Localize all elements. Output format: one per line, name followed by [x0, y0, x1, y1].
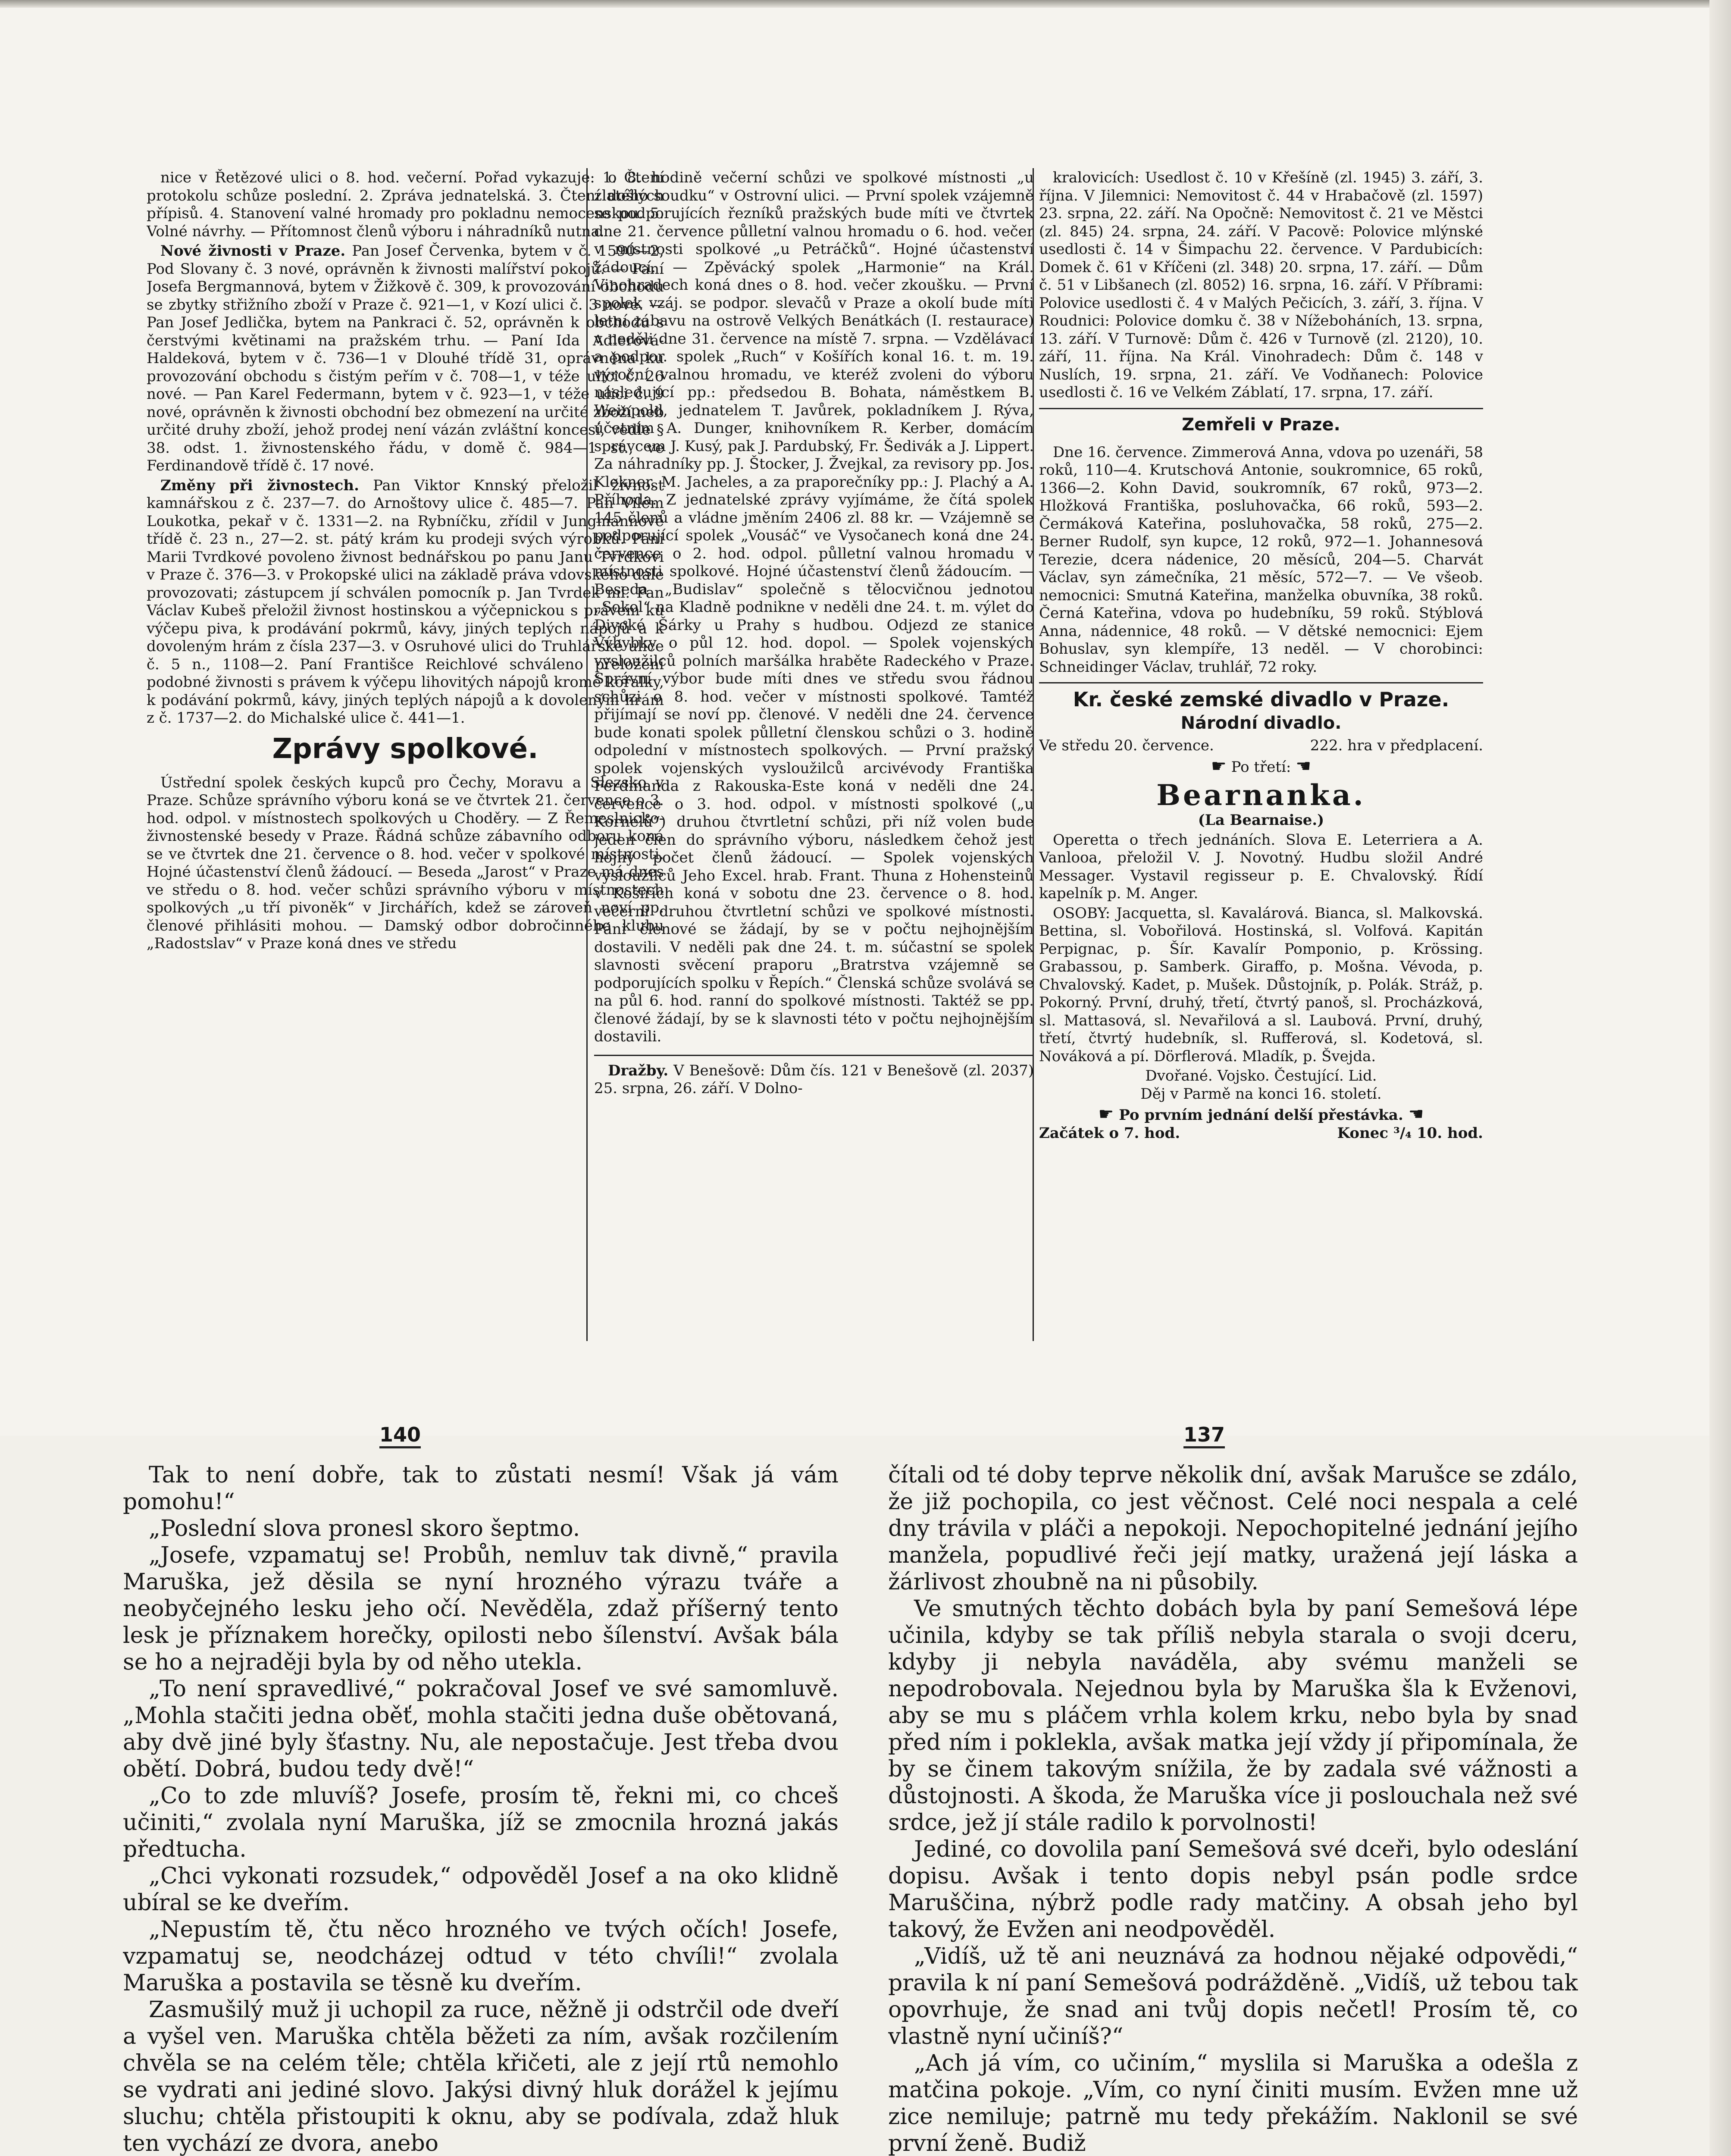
- pointing-hand-right-icon: ☛: [1098, 1104, 1114, 1124]
- theatre-title: Kr. české zemské divadlo v Praze.: [1073, 688, 1449, 711]
- novel-paragraph: „To není spravedlivé,“ pokračoval Josef ve své samomluvě. „Mohla stačiti jedna oběť, mohla stačiti jedna duše obětovaná, aby dvě jiné byly šťastny. Nu, ale nepostačuje. Jest třeba dvou obětí. Dobrá, budou tedy dvě!“: [123, 1676, 839, 1782]
- novel-paragraph: „Vidíš, už tě ani neuznává za hodnou nějaké odpovědi,“ pravila k ní paní Semešová podrážděně. „Vidíš, už tebou tak opovrhuje, že snad ani tvůj dopis nečetl! Prosím tě, co vlastně nyní učiníš?“: [888, 1943, 1578, 2049]
- novel-paragraph: „Nepustím tě, čtu něco hrozného ve tvých očích! Josefe, vzpamatuj se, neodcházej odtud v této chvíli!“ zvolala Maruška a postavila se těsně ku dveřím.: [123, 1917, 839, 1996]
- theatre-date: Ve středu 20. července.: [1039, 737, 1214, 754]
- theatre-subscription: 222. hra v předplacení.: [1310, 737, 1483, 754]
- auctions-text: V Benešově: Dům čís. 121 v Benešově (zl. 2037) 25. srpna, 26. září. V Dolno-: [594, 1062, 1034, 1097]
- society-news-continued: o 8. hodině večerní schůzi ve spolkové místnosti „u zlatého soudku“ v Ostrovní ulici. — První spolek vzájemně se podporujících řezníků pražských bude míti ve čtvrtek dne 21. července půlletní valnou hromadu o 6. hod. večer v místnosti spolkové „u Petráčků“. Hojné účastenství žádoucí. — Zpěvácký spolek „Harmonie“ na Král. Vinohradech koná dnes o 8. hod. večer zkoušku. — První spolek vzáj. se podpor. slevačů v Praze a okolí bude míti letní zábavu na ostrově Velkých Benátkách (I. restaurace) v neděli dne 31. července na místě 7. srpna. — Vzdělávací a podpor. spolek „Ruch“ v Košířích konal 16. t. m. 19. výroční valnou hromadu, ve kteréž zvoleni do výboru následující pp.: předsedou B. Bohata, náměstkem B. Weinpold, jednatelem T. Javůrek, pokladníkem J. Rýva, účetním A. Dunger, knihovníkem R. Kerber, domácím správcem J. Kusý, pak J. Pardubský, Fr. Šedivák a J. Lippert. Za náhradníky pp. J. Štocker, J. Žvejkal, za revisory pp. Jos. Klekner, M. Jacheles, a za praporečníky pp.: J. Plachý a A. Příhoda. Z jednatelské zprávy vyjímáme, že čítá spolek 145 členů a vládne jměním 2406 zl. 88 kr. — Vzájemně se podporující spolek „Vousáč“ ve Vysočanech koná dne 24. července o 2. hod. odpol. půlletní valnou hromadu v místnosti spolkové. Hojné účastenství členů žádoucím. — Beseda „Budislav“ společně s tělocvičnou jednotou „Sokol“ na Kladně podnikne v neděli dne 24. t. m. výlet do Divoké Šárky u Prahy s hudbou. Odjezd ze stanice Výhybky o půl 12. hod. dopol. — Spolek vojenských vysloužilců polních maršálka hraběte Radeckého v Praze. Správní výbor bude míti dnes ve středu svou řádnou schůzi o 8. hod. večer v místnosti spolkové. Tamtéž přijímají se noví pp. členové. V neděli dne 24. července bude konati spolek půlletní členskou schůzi o 3. hodině odpolední v místnostech spolkových. — První pražský spolek vojenských vysloužilců arcivévody Františka Ferdinanda z Rakouska-Este koná v neděli dne 24. července o 3. hod. odpol. v místnosti spolkové („u Kornelů“) druhou čtvrtletní schůzi, při níž volen bude jeden člen do správního výboru, následkem čehož jest hojný počet členů žádoucí. — Spolek vojenských vysloužilců Jeho Excel. hrab. Frant. Thuna z Hohensteinů v Košířích koná v sobotu dne 23. července o 8. hod. večerní druhou čtvrtletní schůzi ve spolkové místnosti. Páni členové se žádají, by se v počtu nejhojnějším dostavili. V neděli pak dne 24. t. m. súčastní se spolek slavnosti svěcení praporu „Bratrstva vzájemně se podporujících spolku v Řepích.“ Členská schůze svolává se na půl 6. hod. ranní do spolkové místnosti. Taktéž se pp. členové žádají, by se k slavnosti této v počtu nejhojnějším dostavili.: [594, 169, 1034, 1045]
- play-title: Bearnanka.: [1156, 778, 1366, 812]
- play-cast: OSOBY: Jacquetta, sl. Kavalárová. Bianca, sl. Malkovská. Bettina, sl. Vobořilová. Hostinská, sl. Volfová. Kapitán Perpignac, p. Šír. Kavalír Pomponio, p. Krössing. Grabassou, p. Samberk. Giraffo, p. Mošna. Vévoda, p. Chvalovský. Kadet, p. Mušek. Důstojník, p. Polák. Stráž, p. Pokorný. První, druhý, třetí, čtvrtý panoš, sl. Procházková, sl. Mattasová, sl. Nevařilová a sl. Laubová. První, druhý, třetí, čtvrtý hudebník, sl. Rufferová, sl. Kodetová, sl. Nováková a pí. Dörflerová. Mladík, p. Švejda.: [1039, 904, 1483, 1065]
- new-trades-text: Pan Josef Červenka, bytem v č. 1590—2, Pod Slovany č. 3 nové, oprávněn k živnosti malířství pokojů. — Paní Josefa Bergmannová, bytem v Žižkově č. 309, k provozování obchodu se zbytky střižního zboží v Praze č. 921—1, v Kozí ulici č. 3 nové. — Pan Josef Jedlička, bytem na Pankraci č. 52, oprávněn k obchodu s čerstvými květinami na pražském trhu. — Paní Ida Adlerová-Haldeková, bytem v č. 736—1 v Dlouhé třídě 31, oprávněna ku provozování obchodu s čistým peřím v č. 708—1, v téže ulici č. 26 nové. — Pan Karel Federmann, bytem v č. 923—1, v téže ulici č. 9 nové, oprávněn k živnosti obchodní bez obmezení na určité zboží neb určité druhy zboží, jehož prodej není vázán zvláštní koncesí, vedle § 38. odst. 1. živnostenského řádu, v domě č. 984—1 st., ve Ferdinandově třídě č. 17 nové.: [147, 242, 664, 474]
- deaths-text: Dne 16. července. Zimmerová Anna, vdova po uzenáři, 58 roků, 110—4. Krutschová Antonie, soukromnice, 65 roků, 1366—2. Kohn David, soukromník, 67 roků, 973—2. Hložková Františka, posluhovačka, 66 roků, 593—2. Čermáková Kateřina, posluhovačka, 58 roků, 275—2. Berner Rudolf, syn kupce, 12 roků, 972—1. Johannesová Terezie, dcera nádenice, 20 měsíců, 204—5. Charvát Václav, syn zámečníka, 21 měsíc, 572—7. — Ve všeob. nemocnici: Smutná Kateřina, manželka obuvníka, 38 roků. Černá Kateřina, vdova po hudebníku, 59 roků. Stýblová Anna, nádennice, 48 roků. — V dětské nemocnici: Ejem Bohuslav, syn klempíře, 13 neděl. — V chorobinci: Schneidinger Václav, truhlář, 72 roky.: [1039, 443, 1483, 676]
- novel-paragraph: Jediné, co dovolila paní Semešová své dceři, bylo odeslání dopisu. Avšak i tento dopis nebyl psán podle srdce Maruščina, nýbrž podle rady matčiny. A obsah jeho byl takový, že Evžen ani neodpověděl.: [888, 1836, 1578, 1943]
- play-setting: Děj v Parmě na konci 16. století.: [1140, 1085, 1382, 1103]
- novel-paragraph: „Josefe, vzpamatuj se! Probůh, nemluv tak divně,“ pravila Maruška, jež děsila se nyní hrozného výrazu tváře a neobyčejného lesku jeho očí. Nevěděla, zdaž příšerný tento lesk je příznakem horečky, opilosti nebo šílenství. Avšak bála se ho a nejraději byla by od něho utekla.: [123, 1542, 839, 1675]
- pointing-hand-right-icon: ☛: [1211, 756, 1227, 776]
- new-trades-title: Nové živnosti v Praze.: [160, 242, 346, 260]
- end-time: Konec ³/₄ 10. hod.: [1337, 1124, 1483, 1142]
- novel-paragraph: „Ach já vím, co učiním,“ myslila si Maruška a odešla z matčina pokoje. „Vím, co nyní činiti musím. Evžen mne už zice nemiluje; patrně mu tedy překážím. Naklonil se své první ženě. Budiž: [888, 2050, 1578, 2156]
- novel-paragraph: „Chci vykonati rozsudek,“ odpověděl Josef a na oko klidně ubíral se ke dveřím.: [123, 1863, 839, 1916]
- meeting-notice: nice v Řetězové ulici o 8. hod. večerní. Pořad vykazuje: 1. Čtení protokolu schůze poslední. 2. Zpráva jednatelská. 3. Čtení došlých přípisů. 4. Stanovení valné hromady pro pokladnu nemocenskou. 5. Volné návrhy. — Přítomnost členů výboru i náhradníků nutna.: [147, 169, 664, 240]
- society-news-text: Ústřední spolek českých kupců pro Čechy, Moravu a Slezsko v Praze. Schůze správního výboru koná se ve čtvrtek 21. července o 3. hod. odpol. v místnostech spolkových u Choděry. — Z Řemeslnicko-živnostenské besedy v Praze. Řádná schůze zábavního odboru koná se ve čtvrtek dne 21. července o 8. hod. večer v spolkové místnosti. Hojné účastenství členů žádoucí. — Beseda „Jarost“ v Praze má dnes ve středu o 8. hod. večer schůzi správního výboru v místnostech spolkových „u tří pivoněk“ v Jirchářích, kdež se zároveň noví pp. členové přihlásiti mohou. — Damský odbor dobročinného klubu „Radostslav“ v Praze koná dnes ve středu: [147, 774, 664, 952]
- middle-column: [594, 169, 1034, 1351]
- society-news-title: Zprávy spolkové.: [272, 733, 538, 765]
- show-times: [1039, 1125, 1483, 1143]
- page-number-right: 137: [1183, 1423, 1225, 1448]
- pointing-hand-left-icon: ☚: [1296, 756, 1312, 776]
- scan-top-edge: [0, 0, 1731, 8]
- auctions-rule: [594, 1055, 1034, 1056]
- play-cast-extra: Dvořané. Vojsko. Čestující. Lid.: [1145, 1067, 1377, 1084]
- new-trades-section: [147, 242, 664, 475]
- play-subtitle: (La Bearnaise.): [1198, 812, 1324, 829]
- novel-paragraph: „Poslední slova pronesl skoro šeptmo.: [149, 1516, 580, 1542]
- third-performance: [1039, 758, 1483, 777]
- deaths-title: Zemřeli v Praze.: [1182, 414, 1340, 435]
- pointing-hand-left-icon: ☚: [1408, 1104, 1424, 1124]
- auctions-section: [594, 1062, 1034, 1098]
- trade-changes-text: Pan Viktor Knnský přeložil živnost kamnářskou z č. 237—7. do Arnoštovy ulice č. 485—7. Pan Vilém Loukotka, pekař v č. 1331—2. na Rybníčku, zřídil v Jungmannově třídě č. 23 n., 27—2. st. pátý krám ku prodeji svých výrobků. Paní Marii Tvrdkové povoleno živnost bednářskou po panu Janu Tvrdkovi v Praze č. 376—3. v Prokopské ulici na základě práva vdovského dále provozovati; zástupcem jí schválen pomocník p. Jan Tvrdek ml. Pan Václav Kubeš přeložil živnost hostinskou a výčepnickou s právem ku výčepu piva, k prodávání pokrmů, kávy, jiných teplých nápojů a k dovoleným hrám z čísla 237—3. v Osruhové ulici do Truhlářské ulice č. 5 n., 1108—2. Paní Františce Reichlové schváleno přeložení podobné živnosti s právem k výčepu lihovitých nápojů kromě kořalky, k podávání pokrmů, kávy, jiných teplých nápojů a k dovoleným hrám z č. 1737—2. do Michalské ulice č. 441—1.: [147, 476, 664, 727]
- play-description: Operetta o třech jednáních. Slova E. Leterriera a A. Vanlooa, přeložil V. J. Novotný. Hudbu složil André Messager. Vystavil regisseur p. E. Chvalovský. Řídí kapelník p. M. Anger.: [1039, 831, 1483, 902]
- novel-paragraph: Ve smutných těchto dobách byla by paní Semešová lépe učinila, kdyby se tak příliš nebyla starala o svoji dceru, kdyby ji nebyla naváděla, aby svému manželi se nepodrobovala. Nejednou byla by Maruška šla k Evženovi, aby se mu s pláčem vrhla kolem krku, nebo byla by snad před ním i poklekla, avšak matka její vždy jí připomínala, že by se činem takovým snížila, že by zadala své vážnosti a důstojnosti. A škoda, že Maruška více ji poslouchala než své srdce, jež jí stále radilo k porvolnosti!: [888, 1596, 1578, 1836]
- theatre-rule: [1039, 682, 1483, 683]
- trade-changes-section: [147, 477, 664, 727]
- auctions-title: Dražby.: [608, 1062, 669, 1079]
- deaths-rule: [1039, 408, 1483, 409]
- right-column: [1039, 169, 1483, 1351]
- third-performance-label: Po třetí:: [1231, 758, 1291, 776]
- scan-right-edge: [1709, 0, 1731, 2156]
- theatre-subtitle: Národní divadlo.: [1180, 713, 1342, 733]
- intermission-note: [1039, 1106, 1483, 1125]
- novel-paragraph: Zasmušilý muž ji uchopil za ruce, něžně ji odstrčil ode dveří a vyšel ven. Maruška chtěla běžeti za ním, avšak rozčilením chvěla se na celém těle; chtěla křičeti, ale z její rtů nemohlo se vydrati ani jediné slovo. Jakýsi divný hluk dorážel k jejímu sluchu; chtěla přistoupiti k oknu, aby se podívala, zdaž hluk ten vychází ze dvora, anebo: [123, 1997, 839, 2156]
- novel-paragraph: Tak to není dobře, tak to zůstati nesmí! Však já vám pomohu!“: [123, 1462, 839, 1515]
- novel-page-right: [888, 1462, 1578, 2156]
- start-time: Začátek o 7. hod.: [1039, 1124, 1180, 1142]
- auctions-continued: kralovicích: Usedlost č. 10 v Křešíně (zl. 1945) 3. září, 3. října. V Jilemnici: Nemovitost č. 44 v Hrabačově (zl. 1597) 23. srpna, 22. září. Na Opočně: Nemovitost č. 21 ve Městci (zl. 845) 24. srpna, 24. září. V Pacově: Polovice mlýnské usedlosti č. 14 v Šimpachu 22. července. V Pardubicích: Domek č. 61 v Kříčeni (zl. 348) 20. srpna, 17. září. — Dům č. 51 v Libšanech (zl. 8052) 16. srpna, 16. září. V Příbrami: Polovice usedlosti č. 4 v Malých Pečicích, 3. září, 3. října. V Roudnici: Polovice domku č. 38 v Nížeboháních, 13. srpna, 13. září. V Turnově: Dům č. 426 v Turnově (zl. 2120), 10. září, 11. října. Na Král. Vinohradech: Dům č. 148 v Nuslích, 19. srpna, 21. září. Ve Vodňanech: Polovice usedlosti č. 16 ve Velkém Záblatí, 17. srpna, 17. září.: [1039, 169, 1483, 401]
- left-column: [147, 169, 664, 1348]
- novel-paragraph: „Co to zde mluvíš? Josefe, prosím tě, řekni mi, co chceš učiniti,“ zvolala nyní Maruška, jíž se zmocnila hrozná jakás předtucha.: [123, 1783, 839, 1862]
- novel-paragraph: čítali od té doby teprve několik dní, avšak Marušce se zdálo, že již pochopila, co jest věčnost. Celé noci nespala a celé dny trávila v pláči a nepokoji. Nepochopitelné jednání jejího manžela, popudlivé řeči její matky, uražená její láska a žárlivost zhoubně na ni působily.: [888, 1462, 1578, 1595]
- page-number-left: 140: [379, 1423, 421, 1448]
- trade-changes-title: Změny při živnostech.: [160, 476, 359, 494]
- novel-page-left: [123, 1462, 839, 2156]
- intermission-text: Po prvním jednání delší přestávka.: [1119, 1106, 1403, 1124]
- theatre-date-row: [1039, 737, 1483, 755]
